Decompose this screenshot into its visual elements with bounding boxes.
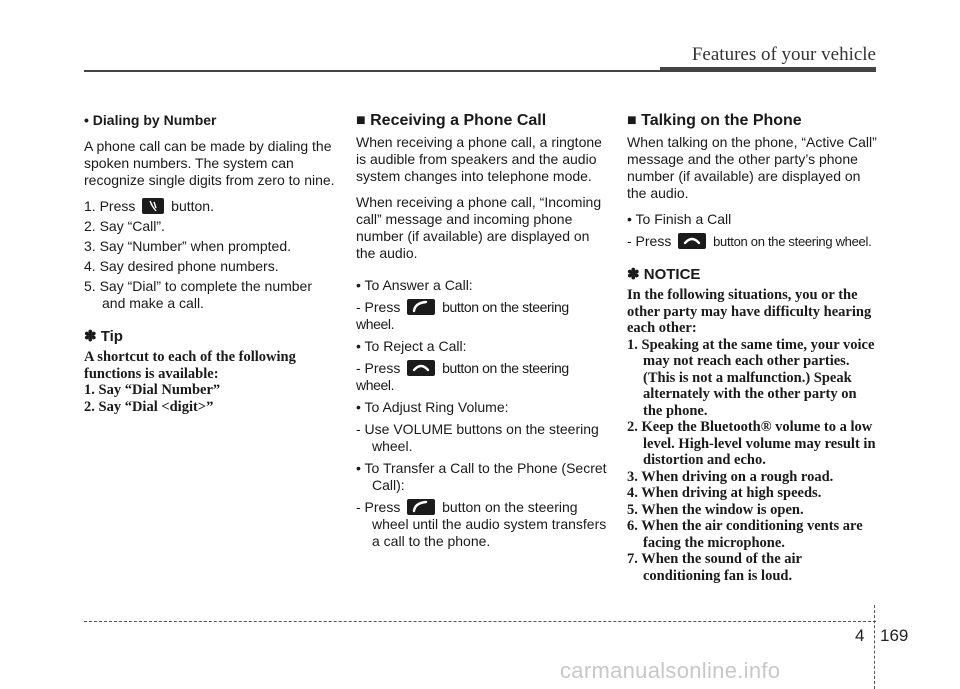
column-dialing — [84, 112, 336, 415]
notice-title: ✽ NOTICE — [627, 266, 701, 283]
call-end-icon — [407, 360, 435, 376]
call-transfer-icon — [407, 499, 435, 515]
page-number: 169 — [880, 626, 909, 645]
notice-body — [627, 287, 879, 584]
footer-rule — [84, 621, 876, 622]
tip-title: ✽ Tip — [84, 328, 123, 345]
column-receiving — [356, 112, 608, 555]
dialing-title: • Dialing by Number — [84, 112, 217, 128]
notice-item: 4. When driving at high speeds. — [627, 485, 822, 501]
reject-title: • To Reject a Call: — [356, 338, 467, 354]
footer-divider — [874, 605, 876, 689]
step-text: Press — [99, 198, 136, 214]
step-3: 3. Say “Number” when prompted. — [84, 238, 291, 254]
notice-intro: In the following situations, you or the other party may have difficulty hearing each other: — [627, 287, 872, 336]
finish-title: • To Finish a Call — [627, 211, 732, 227]
receiving-para-2: When receiving a phone call, “Incoming call” message and incoming phone number (if available) are displayed on the audio. — [356, 194, 602, 261]
voice-talk-icon — [142, 198, 164, 214]
dialing-intro: A phone call can be made by dialing the spoken numbers. The system can recognize single digits from zero to nine. — [84, 138, 335, 188]
transfer-instruction: - Press button on the steering wheel until the audio system transfers a call to the phone. — [356, 499, 607, 549]
reject-instruction: - Press button on the steering wheel. — [356, 360, 569, 393]
tip-line: A shortcut to each of the following functions is available: — [84, 349, 296, 382]
step-text: button. — [171, 198, 214, 214]
header-title: Features of your vehicle — [691, 44, 876, 65]
answer-instruction: - Press button on the steering wheel. — [356, 299, 569, 332]
notice-item: 3. When driving on a rough road. — [627, 468, 834, 485]
step-2: 2. Say “Call”. — [84, 218, 165, 234]
notice-item: 1. Speaking at the same time, your voice may not reach each other parties. (This is not a malfunction.) Speak alternately with the other party on the phone. — [627, 336, 875, 419]
step-5: 5. Say “Dial” to complete the number and make a call. — [84, 278, 313, 311]
tip-body — [84, 349, 336, 415]
step-4: 4. Say desired phone numbers. — [84, 258, 279, 274]
step-1 — [84, 198, 336, 215]
finish-instruction: - Press button on the steering wheel. — [627, 233, 872, 249]
tip-line: 2. Say “Dial <digit>” — [84, 398, 214, 415]
tip-line: 1. Say “Dial Number” — [84, 382, 221, 398]
section-title-receiving: ■ Receiving a Phone Call — [356, 112, 547, 129]
chapter-number: 4 — [855, 626, 865, 645]
notice-item: 2. Keep the Bluetooth® volume to a low level. High-level volume may result in distortion and echo. — [627, 419, 876, 468]
notice-item: 6. When the air conditioning vents are facing the microphone. — [627, 518, 863, 551]
section-title-talking: ■ Talking on the Phone — [627, 112, 802, 129]
call-answer-icon — [407, 299, 435, 315]
call-end-icon — [678, 233, 706, 249]
notice-item: 5. When the window is open. — [627, 501, 804, 518]
step-number: 1. — [84, 198, 96, 214]
talking-para: When talking on the phone, “Active Call” message and the other party’s phone number (if available) are displayed on the audio. — [627, 134, 877, 201]
volume-instruction: - Use VOLUME buttons on the steering wheel. — [356, 421, 599, 454]
column-talking — [627, 112, 879, 584]
volume-title: • To Adjust Ring Volume: — [356, 399, 509, 415]
dialing-steps — [84, 198, 336, 312]
transfer-title: • To Transfer a Call to the Phone (Secret Call): — [356, 460, 607, 493]
notice-item: 7. When the sound of the air conditioning fan is loud. — [627, 551, 802, 584]
header-rule-accent — [660, 67, 876, 72]
notice-list — [627, 337, 879, 585]
answer-title: • To Answer a Call: — [356, 277, 473, 293]
receiving-para-1: When receiving a phone call, a ringtone is audible from speakers and the audio system changes into telephone mode. — [356, 134, 602, 184]
watermark: carmanualsonline.info — [560, 658, 781, 683]
